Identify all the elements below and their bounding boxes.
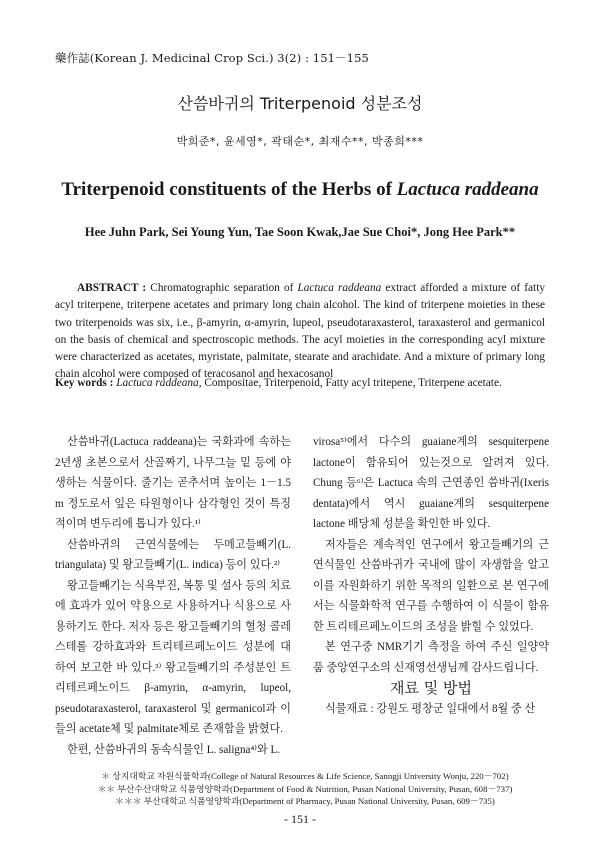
paragraph: virosa⁵⁾에서 다수의 guaiane계의 sesquiterpene lactone이 함유되어 있는것으로 알려져 있다. Chung 등⁶⁾은 Lactuca 속의 근연종인 씀바귀(Ixeris dentata)에서 역시 guaiane계의 sesquiterpene lactone 배당체 성분을 확인한 바 있다. [313,436,549,530]
footnote: ＊＊ 부산수산대학교 식품영양학과(Department of Food & Nutrition, Pusan National University, Pusan, 608－737) [97,783,513,794]
right-column [313,432,549,719]
keywords-label: Key words : [55,377,117,389]
abstract-text-2: extract afforded a mixture of fatty acyl triterpene, triterpene acetates and primary long chain alcohol. The kind of triterpene moieties in these two triterpenoids was six, i.e., β-amyrin, α-amyrin, lupeol, pseudotaraxasterol, taraxasterol and germanicol on the basis of chemical and spectroscopic methods. The acyl moieties in the corresponding acyl mixture were characterized as acetates, myristate, palmitate, stearate and arachidate. And a mixture of primary long chain alcohol were composed of teracosanol and hexacosanol [55,282,545,381]
footnote: ＊ 상지대학교 자원식물학과(College of Natural Resources & Life Science, Sanngji University Wonju, 220－702) [101,771,509,781]
footnotes [55,770,555,808]
paragraph: 한편, 산씀바귀의 동속식물인 L. saligna⁴⁾와 L. [67,743,281,756]
keywords [55,377,555,389]
english-authors: Hee Juhn Park, Sei Young Yun, Tae Soon Kwak,Jae Sue Choi*, Jong Hee Park** [84,225,516,239]
english-title-species: Lactuca raddeana [396,179,539,200]
paragraph: 식물재료 : 강원도 평창군 일대에서 8월 중 산 [325,702,536,715]
page-number: - 151 - [284,812,316,826]
paragraph: 산씀바귀의 근연식물에는 두메고들빼기(L. triangulata) 및 왕고들빼기(L. indica) 등이 있다.²⁾ [55,538,291,571]
paragraph: 왕고들빼기는 식욕부진, 복통 및 설사 등의 치료에 효과가 있어 약용으로 사용하거나 식용으로 사용하기도 한다. 저자 등은 왕고들빼기의 혈청 콜레스테롤 강하효과와 트리테르페노이드 성분에 대하여 보고한 바 있다.³⁾ 왕고들빼기의 주성분인 트리테르페노이드 β-amyrin, α-amyrin, lupeol, pseudotaraxasterol, taraxasterol 및 germanicol과 이들의 acetate체 및 palmitate체로 존재함을 밝혔다. [55,579,291,735]
abstract-species: Lactuca raddeana [297,282,382,294]
abstract-label: ABSTRACT : [77,282,151,294]
abstract-text-1: Chromatographic separation of [150,282,298,294]
english-title [0,179,600,201]
paragraph: 산씀바귀(Lactuca raddeana)는 국화과에 속하는 2년생 초본으로서 산골짜기, 나무그늘 밑 등에 야생하는 식물이다. 줄기는 곧추서며 높이는 1－1.5 m 정도로서 잎은 타원형이나 삼각형인 것이 특징적이며 변두리에 톱니가 있다.¹⁾ [55,436,291,530]
paragraph: 저자들은 계속적인 연구에서 왕고들빼기의 근연식물인 산씀바귀가 국내에 많이 자생함을 알고 이를 자원화하기 위한 목적의 일환으로 본 연구에서는 식물화학적 연구를 수행하여 이 식물이 함유한 트리테르페노이드의 조성을 밝힐 수 있었다. [313,538,549,633]
section-heading: 재료 및 방법 [390,679,472,697]
footnote: ＊＊＊ 부산대학교 식품영양학과(Department of Pharmacy, Pusan National University, Pusan, 609－735) [115,796,495,806]
korean-authors: 박희준*, 윤세영*, 곽태순*, 최재수**, 박종희*** [176,135,424,148]
left-column [55,432,291,760]
abstract [55,280,545,384]
keywords-species: Lactuca raddeana, [116,377,202,389]
paragraph: 본 연구중 NMR기기 측정을 하여 주신 일양약품 중앙연구소의 신재영선생님께 감사드립니다. [313,641,549,674]
korean-title: 산씀바귀의 Triterpenoid 성분조성 [177,94,423,113]
english-title-text: Triterpenoid constituents of the Herbs of [61,179,397,200]
keywords-text: Compositae, Triterpenoid, Fatty acyl tritepene, Triterpene acetate. [201,377,502,389]
journal-header: 藥作誌(Korean J. Medicinal Crop Sci.) 3(2) : 151－155 [55,51,369,65]
